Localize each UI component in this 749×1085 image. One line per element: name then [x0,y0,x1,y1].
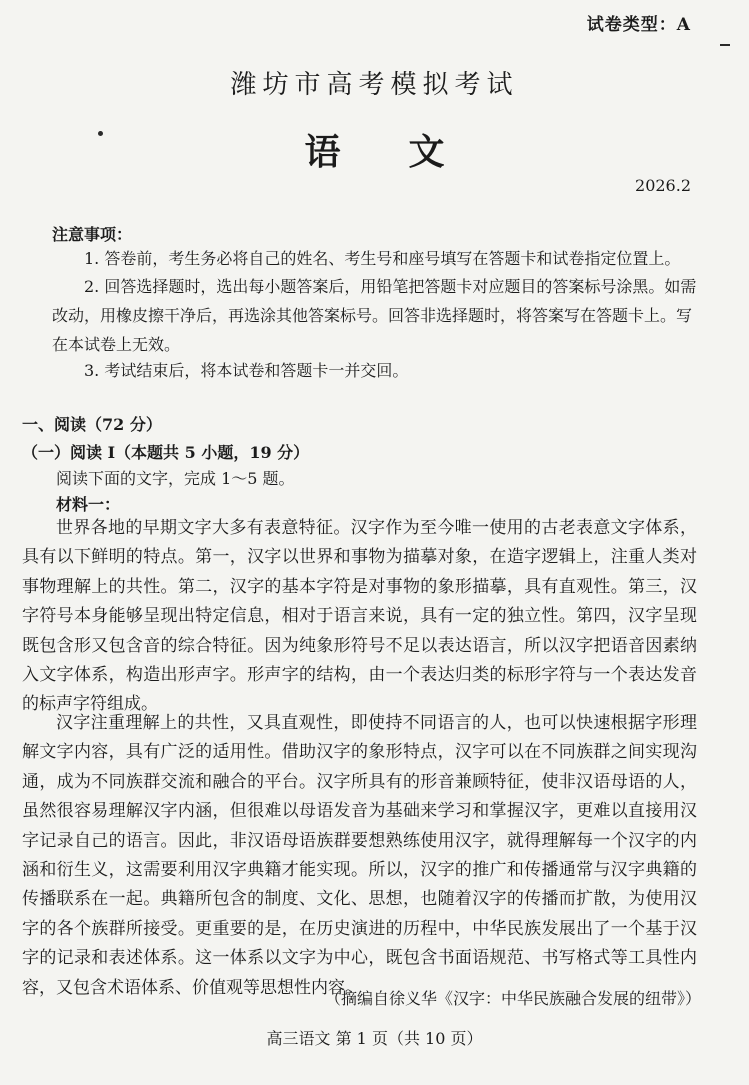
exam-title: 潍坊市高考模拟考试 [230,70,519,100]
notice-title: 注意事项： [52,225,133,244]
material-label: 材料一： [56,495,121,514]
section-heading: 一、阅读（72 分） [22,415,162,434]
exam-date: 2026.2 [635,176,691,195]
passage-paragraph: 汉字注重理解上的共性，又具直观性，即使持不同语言的人，也可以快速根据字形理解文字内容，具有广泛的适用性。借助汉字的象形特点，汉字可以在不同族群之间实现沟通，成为不同族群交流和融合的平台。汉字所具有的形音兼顾特征，使非汉语母语的人，虽然很容易理解汉字内涵，但很难以母语发音为基础来学习和掌握汉字，更难以直接用汉字记录自己的语言。因此，非汉语母语族群要想熟练使用汉字，就得理解每一个汉字的内涵和衍生义，这需要利用汉字典籍才能实现。所以，汉字的推广和传播通常与汉字典籍的传播联系在一起。典籍所包含的制度、文化、思想，也随着汉字的传播而扩散，为使用汉字的各个族群所接受。更重要的是，在历史演进的历程中，中华民族发展出了一个基于汉字的记录和表述体系。这一体系以文字为中心，既包含书面语规范、书写格式等工具性内容，又包含术语体系、价值观等思想性内容。 [22,713,697,998]
passage-paragraph: 世界各地的早期文字大多有表意特征。汉字作为至今唯一使用的古老表意文字体系，具有以下鲜明的特点。第一，汉字以世界和事物为描摹对象，在造字逻辑上，注重人类对事物理解上的共性。第二，汉字的基本字符是对事物的象形描摹，具有直观性。第三，汉字符号本身能够呈现出特定信息，相对于语言来说，具有一定的独立性。第四，汉字呈现既包含形又包含音的综合特征。因为纯象形符号不足以表达语言，所以汉字把语音因素纳入文字体系，构造出形声字。形声字的结构，由一个表达归类的标形字符与一个表达发音的标声字符组成。 [22,518,697,715]
notice-item-3: 3. 考试结束后，将本试卷和答题卡一并交回。 [84,361,409,380]
corner-mark [720,44,730,46]
paper-type-label: 试卷类型：A [586,15,691,35]
page-footer: 高三语文 第 1 页（共 10 页） [266,1029,483,1048]
passage-source: （摘编自徐义华《汉字：中华民族融合发展的纽带》） [324,989,701,1008]
reading-instruction: 阅读下面的文字，完成 1～5 题。 [56,469,295,488]
notice-item-2: 2. 回答选择题时，选出每小题答案后，用铅笔把答题卡对应题目的答案标号涂黑。如需改动，用橡皮擦干净后，再选涂其他答案标号。回答非选择题时，将答案写在答题卡上。写在本试卷上无效。 [52,277,697,354]
notice-item-1: 1. 答卷前，考生务必将自己的姓名、考生号和座号填写在答题卡和试卷指定位置上。 [84,249,681,268]
subject-title: 语文 [304,131,513,173]
section-subheading: （一）阅读 I（本题共 5 小题，19 分） [22,443,310,462]
